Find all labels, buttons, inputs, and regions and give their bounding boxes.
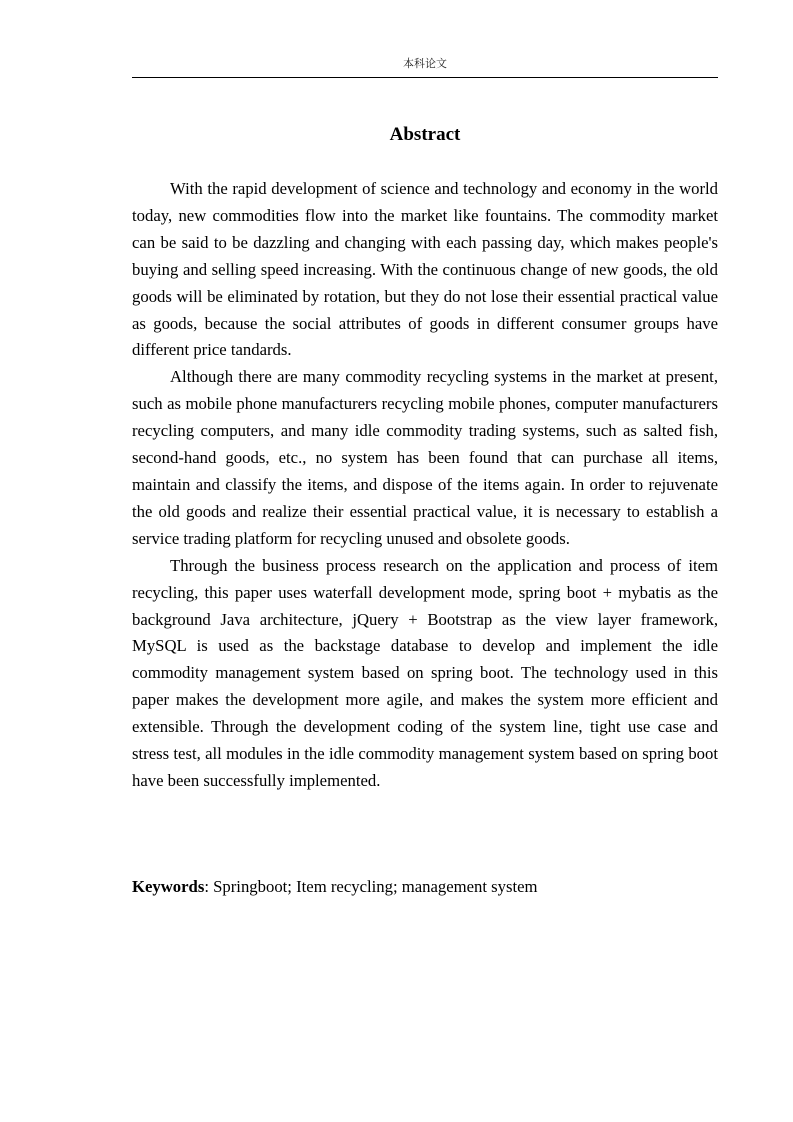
abstract-paragraph-1: With the rapid development of science and technology and economy in the world today, new commodities flow into the market like fountains. The commodity market can be said to be dazzling and changing with each passing day, which makes people's buying and selling speed increasing. With the continuous change of new goods, the old goods will be eliminated by rotation, but they do not lose their essential practical value as goods, because the social attributes of goods in different consumer groups have different price tandards. [132, 179, 718, 360]
keywords-value: Springboot; Item recycling; management system [213, 877, 538, 896]
abstract-paragraph-2: Although there are many commodity recycling systems in the market at present, such as mobile phone manufacturers recycling mobile phones, computer manufacturers recycling computers, and many idle commodity trading systems, such as salted fish, second-hand goods, etc., no system has been found that can purchase all items, maintain and classify the items, and dispose of the items again. In order to rejuvenate the old goods and realize their essential practical value, it is necessary to establish a service trading platform for recycling unused and obsolete goods. [132, 367, 718, 548]
keywords-separator: : [204, 877, 214, 896]
keywords-line [132, 874, 718, 901]
abstract-paragraph-3: Through the business process research on the application and process of item recycling, this paper uses waterfall development mode, spring boot + mybatis as the background Java architecture, jQuery + Bootstrap as the view layer framework, MySQL is used as the backstage database to develop and implement the idle commodity management system based on spring boot. The technology used in this paper makes the development more agile, and makes the system more efficient and extensible. Through the development coding of the system line, tight use case and stress test, all modules in the idle commodity management system based on spring boot have been successfully implemented. [132, 555, 718, 790]
header-rule [132, 77, 718, 78]
abstract-body [132, 176, 718, 795]
keywords-label: Keywords [132, 877, 205, 896]
abstract-title: Abstract [389, 124, 461, 145]
page-header: 本科论文 [403, 57, 447, 70]
